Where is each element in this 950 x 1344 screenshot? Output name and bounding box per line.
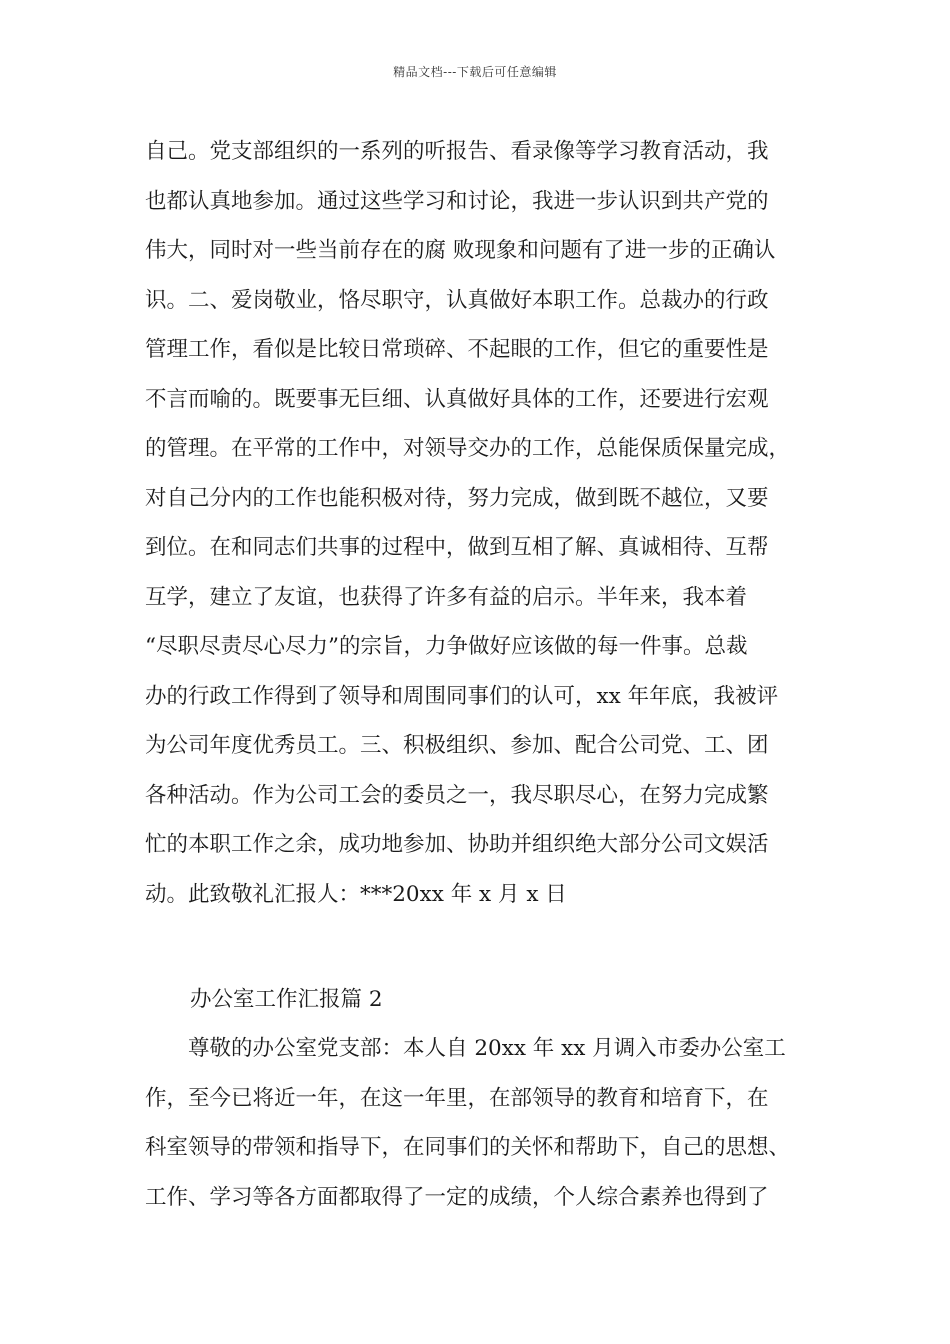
section-heading: 办公室工作汇报篇 2: [190, 987, 383, 1012]
body-line: 作，至今已将近一年，在这一年里，在部领导的教育和培育下，在: [145, 1085, 769, 1111]
body-line: 也都认真地参加。通过这些学习和讨论，我进一步认识到共产党的: [145, 188, 769, 214]
body-line: 工作、学习等各方面都取得了一定的成绩，个人综合素养也得到了: [145, 1184, 769, 1210]
body-line: “尽职尽责尽心尽力”的宗旨，力争做好应该做的每一件事。总裁: [145, 634, 748, 659]
body-line: 识。二、爱岗敬业，恪尽职守，认真做好本职工作。总裁办的行政: [145, 287, 769, 313]
body-line: 尊敬的办公室党支部：本人自 20xx 年 xx 月调入市委办公室工: [145, 1036, 786, 1061]
body-line: 互学，建立了友谊，也获得了许多有益的启示。半年来，我本着: [145, 584, 748, 610]
body-line: 不言而喻的。既要事无巨细、认真做好具体的工作，还要进行宏观: [145, 386, 769, 412]
body-line: 动。此致敬礼汇报人：***20xx 年 x 月 x 日: [145, 881, 567, 907]
body-line: 到位。在和同志们共事的过程中，做到互相了解、真诚相待、互帮: [145, 535, 769, 560]
body-line: 为公司年度优秀员工。三、积极组织、参加、配合公司党、工、团: [145, 733, 769, 758]
body-line: 办的行政工作得到了领导和周围同事们的认可，xx 年年底，我被评: [145, 683, 779, 709]
body-line: 对自己分内的工作也能积极对待，努力完成，做到既不越位，又要: [145, 485, 769, 511]
body-line: 忙的本职工作之余，成功地参加、协助并组织绝大部分公司文娱活: [145, 832, 769, 857]
body-line: 科室领导的带领和指导下，在同事们的关怀和帮助下，自己的思想、: [145, 1135, 791, 1160]
body-line: 管理工作，看似是比较日常琐碎、不起眼的工作，但它的重要性是: [145, 337, 769, 362]
body-line: 自己。党支部组织的一系列的听报告、看录像等学习教育活动，我: [145, 139, 769, 164]
page-header: 精品文档---下载后可任意编辑: [393, 65, 557, 79]
body-line: 的管理。在平常的工作中，对领导交办的工作，总能保质保量完成，: [145, 436, 791, 461]
body-line: 伟大，同时对一些当前存在的腐 败现象和问题有了进一步的正确认: [145, 238, 776, 263]
body-line: 各种活动。作为公司工会的委员之一，我尽职尽心，在努力完成繁: [145, 782, 769, 808]
